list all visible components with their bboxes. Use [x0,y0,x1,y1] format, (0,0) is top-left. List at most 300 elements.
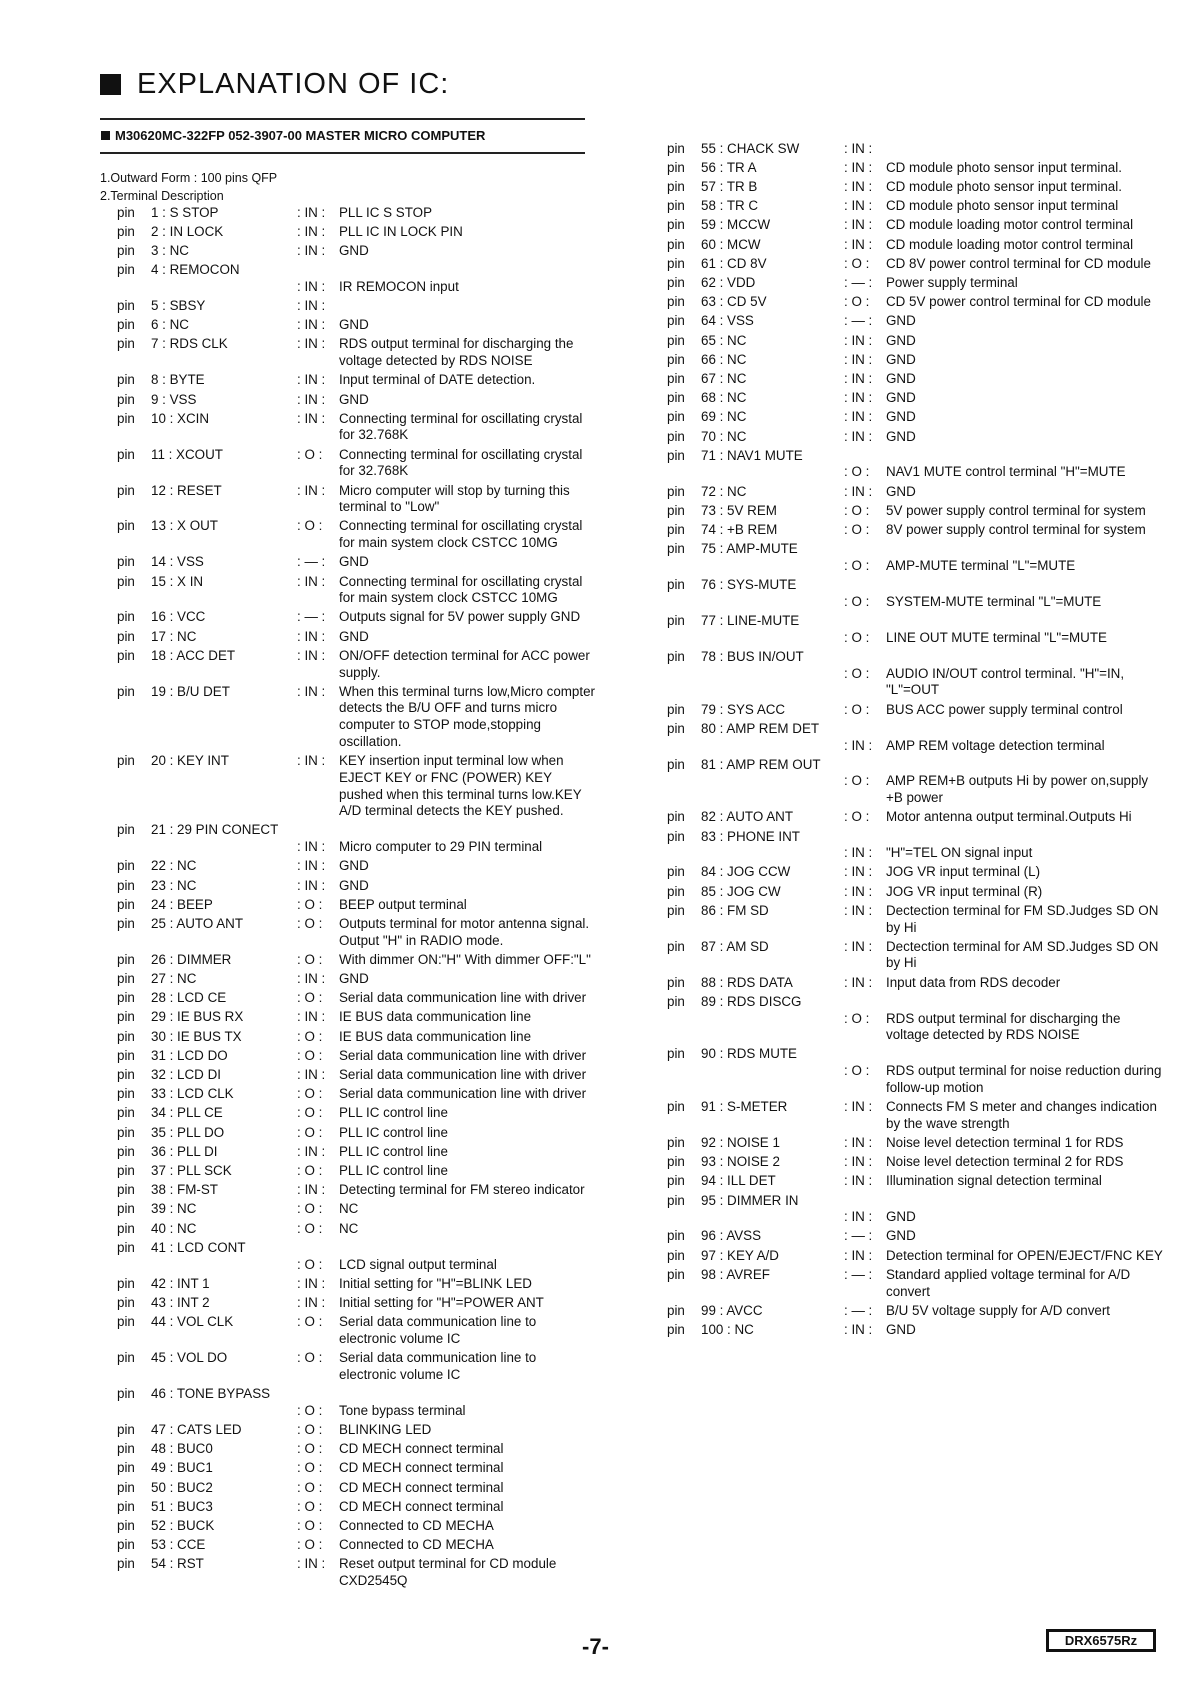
pin-prefix: pin [667,1099,685,1115]
pin-row [667,994,1167,1011]
pin-direction: : IN : [844,737,873,753]
pin-description: AMP REM voltage detection terminal [886,737,1105,753]
pin-row [117,1144,597,1161]
pin-row [117,317,597,334]
pin-prefix: pin [667,1192,685,1208]
pin-prefix: pin [667,756,685,772]
pin-name: 80 : AMP REM DET [701,720,820,736]
pin-description: NC [339,1220,359,1236]
pin-direction: : O : [297,1047,323,1063]
pin-name: 11 : XCOUT [151,446,223,462]
pin-direction: : O : [297,1402,323,1418]
pin-prefix: pin [117,1275,135,1291]
pin-name: 82 : AUTO ANT [701,809,794,825]
pin-row [117,392,597,409]
pin-description [339,298,597,315]
pin-description: JOG VR input terminal (R) [886,883,1043,899]
pin-row [667,829,1167,846]
pin-prefix: pin [117,1124,135,1140]
pin-direction: : IN : [844,1322,873,1337]
pin-description: RDS output terminal for discharging the voltage detected by RDS NOISE [339,336,574,369]
pin-prefix: pin [667,447,685,463]
pin-prefix: pin [117,336,135,352]
pin-direction: : IN : [297,628,326,644]
pin-name: 7 : RDS CLK [151,336,228,352]
pin-direction: : IN : [297,858,326,874]
pin-prefix: pin [117,822,135,838]
pin-name [151,839,297,856]
pin-row [667,975,1167,992]
pin-row [667,864,1167,881]
pin-prefix: pin [667,1154,685,1170]
pin-description: GND [886,332,916,348]
pin-row [117,1350,597,1383]
pin-name: 20 : KEY INT [151,753,229,769]
pin-direction: : O : [297,1460,323,1476]
pin-name: 62 : VDD [701,274,756,290]
pin-name: 13 : X OUT [151,518,218,534]
pin-name: 98 : AVREF [701,1266,770,1282]
pin-prefix: pin [117,262,135,278]
pin-direction: : O : [844,557,870,573]
pin-prefix: pin [117,1294,135,1310]
pin-row [667,577,1167,594]
pin-row-continuation [667,1209,1167,1226]
pin-row-continuation [667,594,1167,611]
pin-description [886,577,1167,594]
pin-name: 94 : ILL DET [701,1173,776,1189]
pin-description [886,1046,1167,1063]
pin-name: 37 : PLL SCK [151,1163,232,1179]
pin-row [117,1105,597,1122]
pin-name: 44 : VOL CLK [151,1314,234,1330]
pin-description: Serial data communication line with driver [339,1086,587,1102]
pin-prefix: pin [667,613,685,629]
pin-row [117,1460,597,1477]
pin-name: 47 : CATS LED [151,1421,242,1437]
pin-prefix: pin [117,1182,135,1198]
pin-direction: : O : [297,1028,323,1044]
pin-prefix: pin [117,915,135,931]
pin-description: KEY insertion input terminal low when EJECT KEY or FNC (POWER) KEY pushed when this terminal turns low.KEY A/D terminal detects the KEY pushed. [339,753,582,819]
pin-description: LINE OUT MUTE terminal "L"=MUTE [886,629,1107,645]
pin-direction: : O : [844,294,870,310]
pin-row [117,878,597,895]
pin-direction: : O : [844,701,870,717]
pin-description: Noise level detection terminal 2 for RDS [886,1154,1124,1170]
pin-name: 28 : LCD CE [151,990,227,1006]
pin-row [117,1295,597,1312]
pin-row [667,333,1167,350]
pin-name: 96 : AVSS [701,1228,762,1244]
pin-name: 88 : RDS DATA [701,974,793,990]
pin-prefix: pin [667,938,685,954]
pin-name: 51 : BUC3 [151,1498,213,1514]
pin-description: Connecting terminal for oscillating crystal for 32.768K [339,446,583,479]
pin-description: IR REMOCON input [339,278,459,294]
pin-description: Dectection terminal for FM SD.Judges SD ON by Hi [886,902,1159,935]
pin-name: 99 : AVCC [701,1302,763,1318]
pin-description: PLL IC IN LOCK PIN [339,223,463,239]
pin-direction: : IN : [844,1154,873,1170]
pin-direction: : IN : [297,1067,326,1083]
pin-direction [297,1386,339,1403]
pin-row [667,390,1167,407]
pin-row [667,256,1167,273]
pin-direction: : IN : [844,428,873,444]
pin-direction: : IN : [844,178,873,194]
pin-prefix: pin [667,1046,685,1062]
pin-name: 33 : LCD CLK [151,1086,234,1102]
pin-row [117,372,597,389]
pin-name: 49 : BUC1 [151,1460,213,1476]
pin-description: PLL IC control line [339,1124,448,1140]
pin-description: Outputs terminal for motor antenna signal. Output "H" in RADIO mode. [339,915,590,948]
pin-prefix: pin [117,1537,135,1553]
pin-name [701,738,844,755]
pin-prefix [667,558,701,575]
pin-prefix: pin [117,628,135,644]
pin-direction: : O : [844,255,870,271]
pin-prefix: pin [117,554,135,570]
pin-description: Connecting terminal for oscillating crystal for main system clock CSTCC 10MG [339,518,583,551]
pin-row [667,721,1167,738]
subheading-bullet [101,131,110,140]
pin-description: GND [886,1322,916,1337]
pin-prefix: pin [667,428,685,444]
pin-prefix [667,773,701,806]
pin-name: 83 : PHONE INT [701,828,800,844]
pin-name: 86 : FM SD [701,902,769,918]
pin-description: Standard applied voltage terminal for A/D convert [886,1266,1131,1299]
pin-direction [844,577,886,594]
pin-prefix: pin [117,1105,135,1121]
pin-name: 65 : NC [701,332,747,348]
pin-direction: : IN : [844,409,873,425]
pin-direction: : IN : [297,1275,326,1291]
pin-direction: : O : [297,1479,323,1495]
pin-prefix: pin [667,701,685,717]
pin-name: 75 : AMP-MUTE [701,541,798,557]
pin-prefix: pin [117,1220,135,1236]
pin-direction [844,448,886,465]
pin-name [701,558,844,575]
pin-name: 53 : CCE [151,1537,206,1553]
pin-row [117,629,597,646]
pin-description: GND [339,971,369,987]
pin-description: GND [339,858,369,874]
pin-direction: : O : [297,1201,323,1217]
pin-description [886,541,1167,558]
pin-name: 79 : SYS ACC [701,701,786,717]
pin-direction: : IN : [844,1099,873,1115]
pin-description: CD 8V power control terminal for CD module [886,255,1151,271]
pin-description: Serial data communication line to electronic volume IC [339,1314,537,1346]
pin-row [117,1314,597,1347]
pin-description: GND [339,242,369,258]
pin-row [117,554,597,571]
pin-row [667,1193,1167,1210]
pin-row [667,1228,1167,1245]
pin-direction: : O : [844,593,870,609]
left-pin-column [117,202,597,1590]
pin-description: CD MECH connect terminal [339,1460,504,1476]
pin-prefix: pin [667,1322,685,1337]
pin-prefix: pin [117,896,135,912]
pin-name: 15 : X IN [151,573,204,589]
pin-direction: : IN : [844,938,873,954]
pin-row [667,313,1167,330]
pin-row-continuation [667,630,1167,647]
pin-direction: : O : [297,1220,323,1236]
pin-prefix: pin [667,313,685,329]
pin-name: 56 : TR A [701,159,757,175]
pin-prefix: pin [117,1163,135,1179]
pin-name: 69 : NC [701,409,747,425]
pin-direction: : IN : [297,1556,326,1572]
pin-direction: : IN : [297,1009,326,1025]
pin-name: 6 : NC [151,317,189,333]
pin-prefix: pin [117,1498,135,1514]
pin-name [701,845,844,862]
pin-description: Outputs signal for 5V power supply GND [339,609,581,625]
pin-name: 39 : NC [151,1201,197,1217]
pin-name: 40 : NC [151,1220,197,1236]
pin-direction: : IN : [297,839,326,855]
pin-name [701,1011,844,1044]
pin-direction [844,1193,886,1210]
pin-row [667,809,1167,826]
pin-name: 17 : NC [151,628,197,644]
pin-row [117,1221,597,1238]
pin-prefix [117,1403,151,1420]
pin-prefix: pin [667,993,685,1009]
pin-row [667,1173,1167,1190]
pin-name: 81 : AMP REM OUT [701,756,821,772]
pin-prefix: pin [117,1143,135,1159]
pin-description: BUS ACC power supply terminal control [886,701,1123,717]
pin-name: 3 : NC [151,242,189,258]
pin-prefix: pin [117,391,135,407]
pin-direction: : O : [844,464,870,480]
pin-prefix [667,464,701,481]
pin-name: 93 : NOISE 2 [701,1154,780,1170]
pin-description: PLL IC control line [339,1143,448,1159]
pin-description: LCD signal output terminal [339,1256,497,1272]
pin-row [117,447,597,480]
pin-direction: : IN : [844,1134,873,1150]
pin-prefix: pin [117,1441,135,1457]
pin-row [117,262,597,279]
pin-name: 66 : NC [701,351,747,367]
pin-description: SYSTEM-MUTE terminal "L"=MUTE [886,593,1102,609]
pin-name: 26 : DIMMER [151,951,232,967]
subheading-text: M30620MC-322FP 052-3907-00 MASTER MICRO COMPUTER [115,128,486,143]
pin-description: IE BUS data communication line [339,1009,532,1025]
pin-row [117,648,597,681]
pin-description: AUDIO IN/OUT control terminal. "H"=IN, "L"=OUT [886,665,1125,698]
pin-direction: : IN : [844,390,873,406]
pin-name: 78 : BUS IN/OUT [701,648,804,664]
intro-terminal-description: 2.Terminal Description [100,189,224,203]
pin-description: GND [886,370,916,386]
pin-row [117,1537,597,1554]
pin-name: 1 : S STOP [151,204,219,220]
pin-row [667,757,1167,774]
pin-row-continuation [117,1403,597,1420]
pin-direction [844,757,886,774]
pin-row [667,903,1167,936]
pin-prefix: pin [117,1239,135,1255]
pin-description: PLL IC control line [339,1163,448,1179]
pin-prefix: pin [117,446,135,462]
pin-row [667,503,1167,520]
pin-name: 2 : IN LOCK [151,223,224,239]
pin-direction: : O : [844,1063,870,1079]
pin-direction: : IN : [297,971,326,987]
pin-prefix: pin [117,372,135,388]
pin-direction [844,541,886,558]
pin-description: Serial data communication line with driver [339,1067,587,1083]
pin-prefix: pin [117,482,135,498]
pin-direction: : O : [297,1086,323,1102]
pin-direction: : IN : [297,372,326,388]
pin-name: 41 : LCD CONT [151,1239,246,1255]
pin-direction: : IN : [297,1294,326,1310]
pin-description: Serial data communication line to electronic volume IC [339,1350,537,1382]
pin-description [886,613,1167,630]
pin-name: 90 : RDS MUTE [701,1046,797,1062]
pin-prefix: pin [667,809,685,825]
pin-description [886,721,1167,738]
pin-row [117,971,597,988]
pin-row [667,939,1167,972]
pin-direction: : O : [844,809,870,825]
pin-row [667,541,1167,558]
pin-direction: : IN : [844,159,873,175]
pin-description: Motor antenna output terminal.Outputs Hi [886,809,1132,825]
pin-row [117,990,597,1007]
pin-prefix: pin [667,255,685,271]
pin-prefix: pin [667,483,685,499]
pin-name [151,279,297,296]
pin-direction: : O : [297,1105,323,1121]
pin-name: 32 : LCD DI [151,1067,221,1083]
pin-direction: : O : [844,502,870,518]
pin-name: 70 : NC [701,428,747,444]
pin-row [117,1240,597,1257]
pin-direction: : IN : [844,236,873,252]
pin-description: CD MECH connect terminal [339,1479,504,1495]
pin-row-continuation [667,738,1167,755]
pin-row-continuation [117,1257,597,1274]
pin-direction: : IN : [844,902,873,918]
pin-name: 46 : TONE BYPASS [151,1386,271,1401]
pin-description: Illumination signal detection terminal [886,1173,1102,1189]
pin-name: 64 : VSS [701,313,754,329]
pin-direction: : O : [297,518,323,534]
pin-description: Micro computer will stop by turning this terminal to "Low" [339,482,570,515]
pin-description: "H"=TEL ON signal input [886,845,1033,861]
pin-row [117,1556,597,1589]
pin-description: CD module loading motor control terminal [886,217,1134,233]
pin-name: 27 : NC [151,971,197,987]
pin-description [886,829,1167,846]
pin-row-continuation [667,1011,1167,1044]
pin-direction: : IN : [297,647,326,663]
pin-direction: : O : [297,1421,323,1437]
pin-row [117,952,597,969]
pin-row [117,1386,597,1403]
pin-description: AMP REM+B outputs Hi by power on,supply +B power [886,773,1149,806]
pin-description: GND [339,877,369,893]
pin-description [886,757,1167,774]
pin-direction: : IN : [844,351,873,367]
pin-row-continuation [117,839,597,856]
pin-direction: : IN : [297,410,326,426]
pin-direction: : O : [297,1350,323,1366]
pin-direction: : IN : [297,482,326,498]
pin-direction: : IN : [844,974,873,990]
pin-direction: : O : [297,1256,323,1272]
pin-name: 84 : JOG CCW [701,864,791,880]
pin-row [667,702,1167,719]
model-label: DRX6575Rz [1064,1633,1138,1648]
pin-description: CD module photo sensor input terminal [886,198,1119,214]
pin-description: GND [339,628,369,644]
pin-row [117,411,597,444]
pin-row-continuation [667,773,1167,806]
pin-prefix: pin [667,720,685,736]
pin-description: Dectection terminal for AM SD.Judges SD ON by Hi [886,938,1159,971]
pin-row [667,409,1167,426]
pin-row [667,198,1167,215]
pin-description: GND [886,428,916,444]
pin-description: Noise level detection terminal 1 for RDS [886,1134,1124,1150]
pin-row [117,1480,597,1497]
pin-prefix: pin [667,332,685,348]
pin-name: 18 : ACC DET [151,647,236,663]
pin-description: NAV1 MUTE control terminal "H"=MUTE [886,464,1126,480]
pin-name: 14 : VSS [151,554,204,570]
pin-prefix: pin [117,573,135,589]
pin-direction: : — : [297,554,326,570]
pin-description: Connected to CD MECHA [339,1517,494,1533]
pin-name: 52 : BUCK [151,1517,215,1533]
pin-prefix [117,279,151,296]
pin-prefix: pin [667,409,685,425]
pin-row-continuation [667,464,1167,481]
pin-prefix: pin [117,1314,135,1330]
pin-prefix: pin [667,1228,685,1244]
pin-direction: : IN : [844,483,873,499]
pin-row [117,858,597,875]
pin-prefix: pin [117,858,135,874]
pin-name: 16 : VCC [151,609,206,625]
pin-direction: : IN : [297,877,326,893]
pin-name: 77 : LINE-MUTE [701,613,800,629]
pin-prefix: pin [667,236,685,252]
pin-row [117,483,597,516]
pin-direction: : O : [844,1010,870,1026]
pin-direction [297,822,339,839]
pin-prefix: pin [117,1067,135,1083]
pin-row [117,753,597,820]
pin-direction: : IN : [297,1182,326,1198]
pin-direction: : O : [844,773,870,789]
pin-prefix: pin [667,502,685,518]
pin-description [886,649,1167,666]
